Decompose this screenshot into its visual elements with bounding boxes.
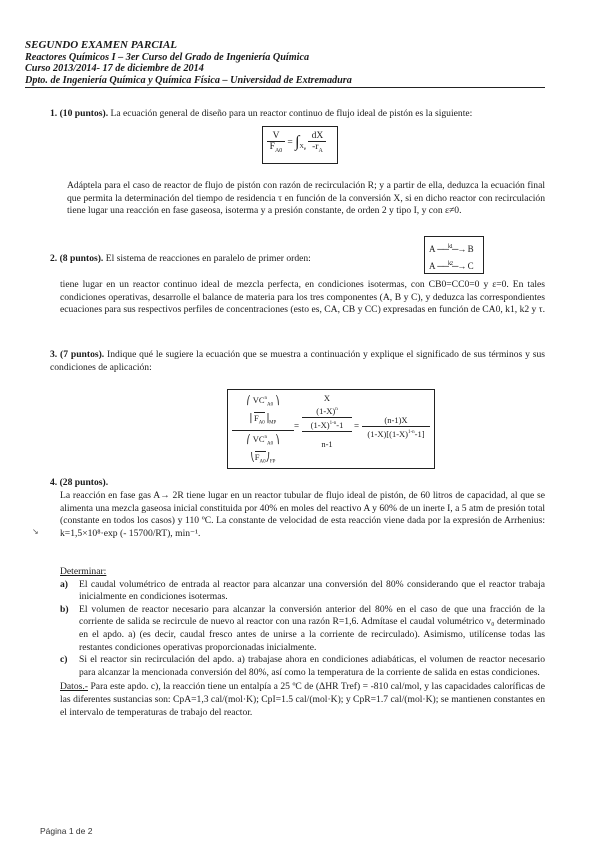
q3-number: 3. [50, 349, 58, 360]
exam-header [25, 40, 545, 88]
q4-datos-text: Para este apdo. c), la reacción tiene un entalpía a 25 ºC de (ΔHR Tref) = -810 cal/mol, y las capacidades caloríficas de las diferentes sustancias son: CpA=1,3 cal/(mol·K); CpI=1.5 cal/(mol·K); y CpR=1.7 cal/(mol·K); se mantienen constantes en el intervalo de temperaturas de trabajo del reactor. [60, 681, 545, 718]
q3-eq-mid-den: n-1 [321, 438, 333, 449]
margin-mark: ↘ [32, 527, 39, 536]
q1-body: Adáptela para el caso de reactor de flujo de pistón con razón de recirculación R; y a partir de ella, deduzca la ecuación final que permita la determinación del tiempo de residencia τ en función de la conversión X, si en dicho reactor con recirculación tiene lugar una reacción en fase gaseosa, isoterma y a presión constante, de orden 2 y tipo I, y con ε≠0. [67, 180, 545, 217]
q3-equation-box: ⎛ $VC^n_{A0}$ ⎞ $⎜F_{A0}⎟_{MP}$ ⎛ $VC^n_{A0}$ ⎞ $⎝F_{A0}⎠_{FP}$ = X $(1-X)^n$ $(1-X)^{1-n}-1$ n-1 = (n-1)X $(1-X)[(1-X)^{1-n}-1]$ [227, 389, 435, 469]
page-number: Página 1 de 2 [40, 826, 93, 836]
q1-points: (10 puntos). [59, 108, 109, 119]
question-3 [50, 349, 545, 374]
course-line: Reactores Químicos I – 3er Curso del Grado de Ingeniería Química [25, 51, 310, 63]
exam-title: SEGUNDO EXAMEN PARCIAL [25, 39, 177, 51]
q3-eq-right: (n-1)X $(1-X)[(1-X)^{1-n}-1]$ [362, 414, 430, 440]
q3-intro: Indique qué le sugiere la ecuación que se muestra a continuación y explique el significado de sus términos y sus condiciones de aplicación: [50, 349, 546, 373]
q1-eq-lhs-num: V [267, 131, 285, 142]
q2-body: tiene lugar en un reactor continuo ideal de mezcla perfecta, en condiciones isotermas, con CB0=CC0=0 y ε=0. En tales condiciones operativas, desarrolle el balance de materia para los tres componentes (A, B y C), y deduzca las correspondientes ecuaciones para sus respectivos perfiles de concentraciones (esto es, CA, CB y CC) expresadas en función de CA0, k1, k2 y τ. [60, 279, 546, 316]
question-4 [50, 477, 545, 490]
q2-reaction-1: A ──$^{k1}$─→ B [429, 244, 474, 254]
q2-number: 2. [50, 253, 58, 264]
q4-data [60, 681, 545, 719]
q3-points: (7 puntos). [60, 349, 105, 360]
q1-number: 1. [50, 108, 58, 119]
q4-statement: La reacción en fase gas A→ 2R tiene lugar en un reactor tubular de flujo ideal de pistón, de 60 litros de capacidad, al que se alimenta una mezcla gaseosa inicial constituida por 40% en moles del reactivo A y 60% de un inerte I, a 5 atm de presión total (constante en todos los casos) y 110 ºC. La constante de velocidad de esta reacción viene dada por la expresión de Arrhenius: k=1,5×10⁸·exp (- 15700/RT), min⁻¹. [60, 490, 545, 539]
q1-equation: $\frac{V}{F_{A0}}$ = $\int_{X_e}$ $\frac{dX}{-r_A}$ [267, 131, 326, 154]
q2-points: (8 puntos). [59, 253, 104, 264]
q2-reaction-scheme [424, 236, 484, 274]
q1-intro: La ecuación general de diseño para un reactor continuo de flujo ideal de pistón es la siguiente: [110, 108, 473, 119]
q4-tasks [60, 566, 545, 719]
q1-equation-box [262, 126, 338, 164]
q4-task-list [60, 579, 545, 680]
q2-reaction-2: A ──$^{k2}$─→ C [429, 261, 474, 271]
q4-task-c: c) Si el reactor sin recirculación del apdo. a) trabajase ahora en condiciones adiabáticas, el volumen de reactor necesario para alcanzar la mencionada conversión del 80%, así como la temperatura de la corriente de salida en estas condiciones. [60, 654, 545, 678]
department-line: Dpto. de Ingeniería Química y Química Física – Universidad de Extremadura [25, 75, 545, 89]
q4-task-b: b) El volumen de reactor necesario para alcanzar la conversión anterior del 80% en el caso de que una fracción de la corriente de salida se recircule de nuevo al reactor con una razón R=1,6. Admítase el caudal volumétrico v₀ determinado en el apdo. a) (es decir, caudal fresco antes de unirse a la corriente de recirculado). Asimismo, utilícense todas las restantes condiciones operativas proporcionadas inicialmente. [60, 603, 545, 653]
q1-eq-lhs-den: $F_{A0}$ [269, 142, 283, 154]
q4-task-a: a) El caudal volumétrico de entrada al reactor para alcanzar una conversión del 80% considerando que el reactor trabaja inicialmente en condiciones isotermas. [60, 578, 545, 603]
q3-eq-mid-num: X [323, 393, 331, 403]
q3-eq-right-num: (n-1)X [362, 414, 430, 427]
q4-number: 4. [50, 477, 58, 488]
q4-datos-label: Datos.- [60, 681, 88, 693]
question-1 [50, 108, 545, 121]
q4-determinar: Determinar: [60, 566, 107, 577]
q3-eq-middle: X $(1-X)^n$ $(1-X)^{1-n}-1$ n-1 [302, 392, 352, 450]
q4-points: (28 puntos). [59, 477, 109, 488]
q2-intro: El sistema de reacciones en paralelo de primer orden: [105, 253, 311, 264]
question-2 [50, 253, 400, 266]
q3-eq-left: ⎛ $VC^n_{A0}$ ⎞ $⎜F_{A0}⎟_{MP}$ ⎛ $VC^n_{A0}$ ⎞ $⎝F_{A0}⎠_{FP}$ [232, 392, 294, 468]
date-line: Curso 2013/2014- 17 de diciembre de 2014 [25, 63, 204, 75]
